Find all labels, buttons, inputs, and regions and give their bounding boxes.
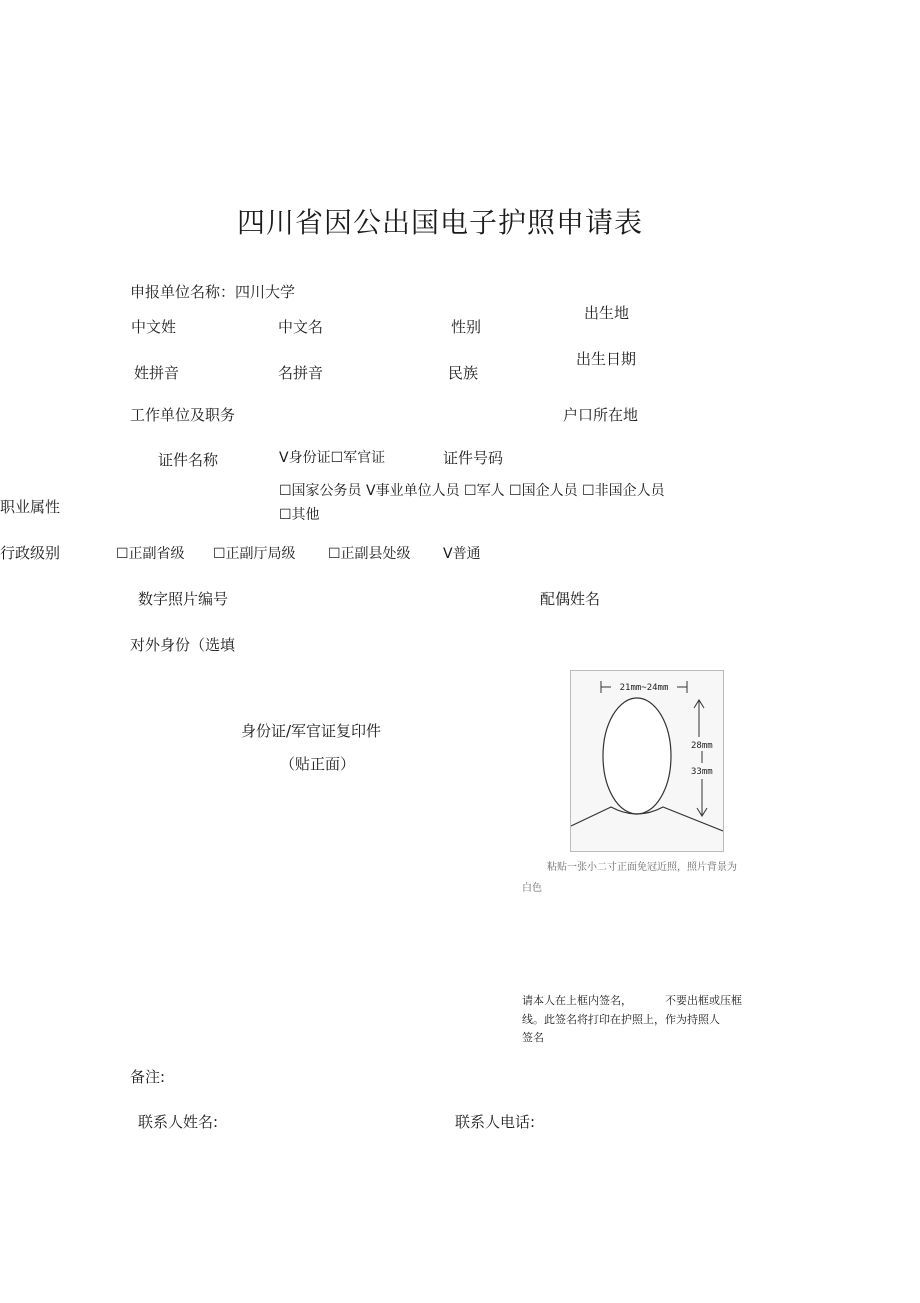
occupation-options[interactable]: ☐国家公务员 V事业单位人员 ☐军人 ☐国企人员 ☐非国企人员: [279, 483, 665, 499]
page-title: 四川省因公出国电子护照申请表: [237, 206, 644, 239]
gender-label: 性别: [451, 318, 482, 336]
id-type-options[interactable]: V身份证☐军官证: [279, 450, 386, 466]
applicant-unit: 申报单位名称：四川大学: [130, 283, 296, 301]
external-identity-label: 对外身份（选填: [130, 636, 236, 654]
surname-pinyin-label: 姓拼音: [134, 364, 180, 382]
occupation-options-other[interactable]: ☐其他: [279, 507, 320, 523]
photo-caption-line1: 粘贴一张小二寸正面免冠近照，照片背景为: [547, 862, 737, 873]
id-copy-subtitle: （贴正面）: [280, 755, 356, 773]
face-oval: [603, 698, 671, 814]
photo-guide-svg: [571, 671, 723, 851]
signature-note-line1b: 不要出框或压框: [665, 994, 742, 1007]
id-name-label: 证件名称: [158, 451, 219, 469]
remarks-label: 备注:: [130, 1068, 166, 1086]
work-unit-label: 工作单位及职务: [130, 406, 236, 424]
admin-option-county[interactable]: ☐正副县处级: [328, 546, 411, 562]
admin-level-label: 行政级别: [0, 544, 61, 562]
id-number-label: 证件号码: [443, 449, 504, 467]
chinese-surname-label: 中文姓: [131, 318, 177, 336]
admin-option-provincial[interactable]: ☐正副省级: [116, 546, 185, 562]
admin-option-bureau[interactable]: ☐正副厅局级: [213, 546, 296, 562]
signature-note-line2: 线。此签名将打印在护照上，作为持照人: [522, 1013, 720, 1026]
height-label-bottom: 33mm: [691, 767, 713, 777]
photo-number-label: 数字照片编号: [138, 590, 229, 608]
width-dimension-label: 21mm~24mm: [619, 683, 669, 693]
height-label-top: 28mm: [691, 741, 713, 751]
photo-guide-diagram: [570, 670, 724, 852]
birthplace-label: 出生地: [584, 304, 630, 322]
given-name-pinyin-label: 名拼音: [278, 364, 324, 382]
signature-note-line1a: 请本人在上框内签名，: [522, 994, 632, 1007]
chinese-given-name-label: 中文名: [278, 318, 324, 336]
spouse-name-label: 配偶姓名: [540, 590, 601, 608]
contact-name-label: 联系人姓名:: [138, 1113, 219, 1131]
photo-caption-line2: 白色: [522, 883, 542, 894]
birth-date-label: 出生日期: [576, 350, 637, 368]
contact-phone-label: 联系人电话:: [455, 1113, 536, 1131]
household-register-label: 户口所在地: [563, 406, 639, 424]
ethnicity-label: 民族: [448, 364, 479, 382]
signature-note-line3: 签名: [522, 1031, 544, 1044]
admin-option-ordinary[interactable]: V普通: [443, 546, 481, 562]
occupation-label: 职业属性: [0, 498, 61, 516]
id-copy-title: 身份证/军官证复印件: [241, 722, 382, 740]
